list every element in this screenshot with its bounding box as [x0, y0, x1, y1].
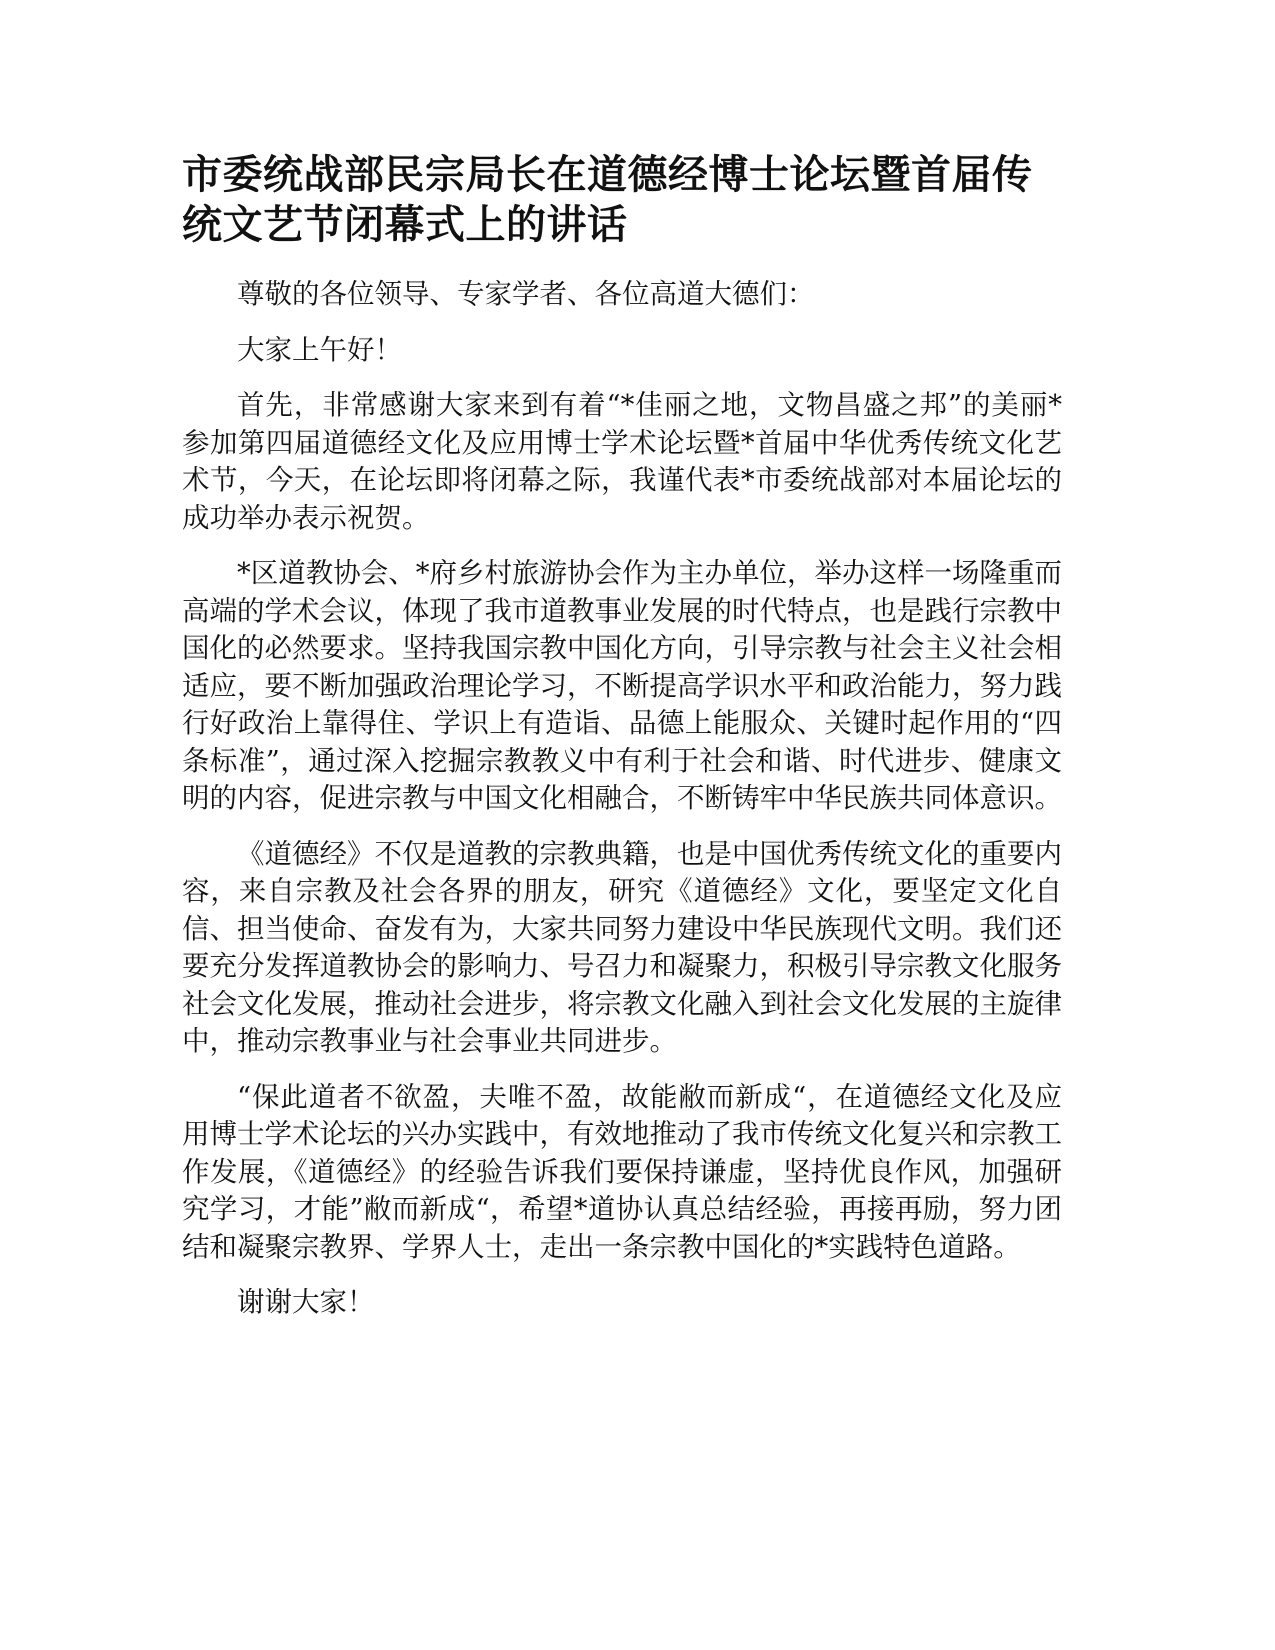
greeting: 大家上午好！ — [237, 333, 402, 366]
body-paragraph-quote: “保此道者不欲盈，夫唯不盈，故能敝而新成“，在道德经文化及应用博士学术论坛的兴办实践中，有效地推动了我市传统文化复兴和宗教工作发展，《道德经》的经验告诉我们要保持谦虚，坚持优良作风，加强研究学习，才能”敝而新成“，希望*道协认真总结经验，再接再励，努力团结和凝聚宗教界、学界人士，走出一条宗教中国化的*实践特色道路。 — [182, 1080, 1062, 1263]
body-paragraph-organizers: *区道教协会、*府乡村旅游协会作为主办单位，举办这样一场隆重而高端的学术会议，体现了我市道教事业发展的时代特点，也是践行宗教中国化的必然要求。坚持我国宗教中国化方向，引导宗教与社会主义社会相适应，要不断加强政治理论学习，不断提高学识水平和政治能力，努力践行好政治上靠得住、学识上有造诣、品德上能服众、关键时起作用的“四条标准”，通过深入挖掘宗教教义中有利于社会和谐、时代进步、健康文明的内容，促进宗教与中国文化相融合，不断铸牢中华民族共同体意识。 — [182, 557, 1062, 814]
document-page — [182, 150, 1062, 1340]
salutation: 尊敬的各位领导、专家学者、各位高道大德们： — [237, 278, 815, 310]
closing-thanks: 谢谢大家！ — [237, 1286, 375, 1318]
document-title: 市委统战部民宗局长在道德经博士论坛暨首届传统文艺节闭幕式上的讲话 — [182, 152, 1033, 248]
body-paragraph-daodejing: 《道德经》不仅是道教的宗教典籍，也是中国优秀传统文化的重要内容，来自宗教及社会各界的朋友，研究《道德经》文化，要坚定文化自信、担当使命、奋发有为，大家共同努力建设中华民族现代文明。我们还要充分发挥道教协会的影响力、号召力和凝聚力，积极引导宗教文化服务社会文化发展，推动社会进步，将宗教文化融入到社会文化发展的主旋律中，推动宗教事业与社会事业共同进步。 — [182, 837, 1062, 1057]
body-paragraph-opening: 首先，非常感谢大家来到有着“*佳丽之地，文物昌盛之邦”的美丽*参加第四届道德经文化及应用博士学术论坛暨*首届中华优秀传统文化艺术节，今天，在论坛即将闭幕之际，我谨代表*市委统战部对本届论坛的成功举办表示祝贺。 — [182, 389, 1062, 534]
